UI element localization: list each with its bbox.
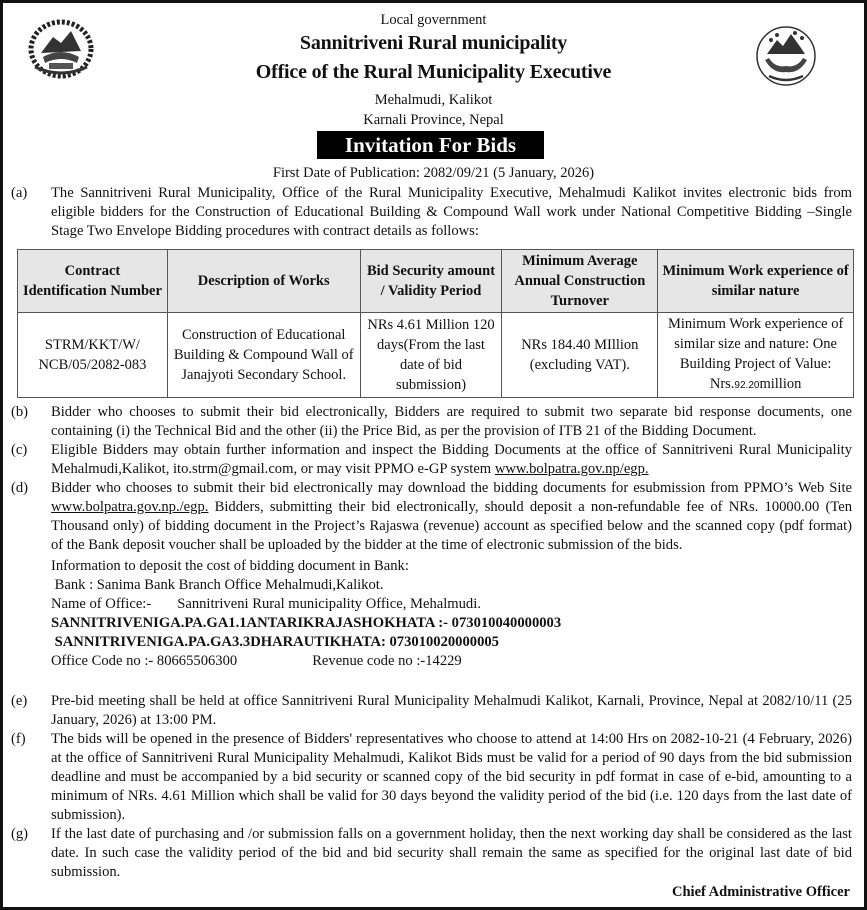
clause-text — [51, 441, 852, 479]
header-experience: Minimum Work experience of similar nature — [658, 250, 854, 313]
table-header-row — [18, 250, 854, 313]
office-name-label: Name of Office:- — [51, 596, 152, 612]
clause-text-part: Bidder who chooses to submit their bid electronically may download the bidding documents for esubmission from PPMO’s Web Site — [51, 480, 852, 496]
clause-label: (c) — [11, 442, 28, 458]
header-description: Description of Works — [167, 250, 360, 313]
clause-e — [11, 692, 852, 730]
address-line-2: Karnali Province, Nepal — [363, 112, 504, 128]
bank-intro: Information to deposit the cost of bidding document in Bank: — [51, 558, 409, 574]
codes-line — [51, 652, 852, 671]
publication-date: First Date of Publication: 2082/09/21 (5 January, 2026) — [272, 165, 595, 181]
clause-text-part: Eligible Bidders may obtain further information and inspect the Bidding Documents at the office of Sannitriveni Rural Municipality Mehalmudi,Kalikot, ito.strm@gmail.com, or may visit PPMO e-GP system — [51, 442, 852, 477]
clause-text: The bids will be opened in the presence of Bidders' representatives who choose to attend at 14:00 Hrs on 2082-10-21 (4 February, 2026) at the office of Sannitriveni Rural Municipality Mehalmudi, Kalikot Bids must be valid for a period of 90 days from the bid submission deadline and must be accompanied by a bid security or scanned copy of the bid security in pdf format in case of e-bid, amounting to a minimum of NRs. 4.61 Million which shall be valid for 30 days beyond the validity period of the bid (i.e. 120 days from the last date of submission). — [51, 731, 852, 823]
experience-text: Minimum Work experience of similar size and nature: One Building Project of Value: Nrs. — [667, 316, 844, 392]
clause-label: (a) — [11, 185, 28, 201]
office-name-line — [51, 595, 852, 614]
experience-unit: million — [759, 376, 802, 392]
cell-contract-id: STRM/KKT/W/ NCB/05/2082-083 — [18, 313, 168, 398]
cell-description: Construction of Educational Building & Compound Wall of Janajyoti Secondary School. — [167, 313, 360, 398]
clause-b — [11, 403, 852, 441]
clause-a — [11, 184, 852, 241]
address-line-1: Mehalmudi, Kalikot — [374, 92, 493, 108]
clause-text: The Sannitriveni Rural Municipality, Office of the Rural Municipality Executive, Mehalmudi Kalikot invites electronic bids from eligible bidders for the Construction of Educational Building & Compound Wall work under National Competitive Bidding –Single Stage Two Envelope Bidding procedures with contract details as follows: — [51, 185, 852, 239]
cell-experience — [658, 313, 854, 398]
clause-text: Bidder who chooses to submit their bid electronically, Bidders are required to submit two separate bid response documents, one containing (i) the Technical Bid and the other (ii) the Price Bid, as per the provision of ITB 21 of the Bidding Document. — [51, 404, 852, 439]
clause-text-part: Bidders, submitting their bid electronically, should deposit a non-refundable fee of NRs. 10000.00 (Ten Thousand only) of bidding document in the Project’s Rajaswa (revenue) account as specified below and the scanned copy (pdf format) of the Bank deposit voucher shall be uploaded by the bidder at the time of electronic submission of the bids. — [51, 499, 852, 553]
clause-label: (d) — [11, 480, 29, 496]
government-level: Local government — [380, 12, 487, 28]
notice-title-banner: Invitation For Bids — [317, 131, 544, 159]
header-turnover: Minimum Average Annual Construction Turnover — [502, 250, 658, 313]
cell-bid-security: NRs 4.61 Million 120 days(From the last date of bid submission) — [360, 313, 502, 398]
clause-c — [11, 441, 852, 479]
clause-text: Pre-bid meeting shall be held at office Sannitriveni Rural Municipality Mehalmudi Kalikot, Karnali, Province, Nepal at 2082/10/11 (25 January, 2026) at 13:00 PM. — [51, 693, 852, 728]
office-name: Office of the Rural Municipality Executive — [255, 61, 612, 83]
office-name-value: Sannitriveni Rural municipality Office, Mehalmudi. — [177, 596, 481, 612]
account-number-2: SANNITRIVENIGA.PA.GA3.3DHARAUTIKHATA: 073010020000005 — [51, 634, 499, 650]
clause-f — [11, 730, 852, 825]
clause-g — [11, 825, 852, 882]
header-contract-id: Contract Identification Number — [18, 250, 168, 313]
revenue-code: Revenue code no :-14229 — [312, 653, 462, 669]
bank-name: Bank : Sanima Bank Branch Office Mehalmudi,Kalikot. — [51, 577, 384, 593]
clause-label: (g) — [11, 826, 29, 842]
experience-value: 92.20 — [734, 380, 760, 391]
clause-label: (e) — [11, 693, 28, 709]
municipality-name: Sannitriveni Rural municipality — [299, 32, 568, 54]
contract-details-table — [17, 249, 854, 398]
account-number-1: SANNITRIVENIGA.PA.GA1.1ANTARIKRAJASHOKHATA :- 073010040000003 — [51, 615, 562, 631]
clause-label: (f) — [11, 731, 26, 747]
clause-d — [11, 479, 852, 555]
egp-link[interactable]: www.bolpatra.gov.np/egp. — [494, 461, 649, 477]
header-bid-security: Bid Security amount / Validity Period — [360, 250, 502, 313]
table-row — [18, 313, 854, 398]
egp-link[interactable]: www.bolpatra.gov.np./egp. — [51, 499, 209, 515]
clause-label: (b) — [11, 404, 29, 420]
cell-turnover: NRs 184.40 MIllion (excluding VAT). — [502, 313, 658, 398]
bank-deposit-info — [51, 557, 852, 671]
clause-text: If the last date of purchasing and /or submission falls on a government holiday, then the next working day shall be considered as the last date. In such case the validity period of the bid and bid security shall remain the same as specified for the original last date of bid submission. — [51, 826, 852, 880]
signatory-title: Chief Administrative Officer — [672, 884, 850, 900]
office-code: Office Code no :- 80665506300 — [51, 653, 238, 669]
clause-text — [51, 479, 852, 555]
